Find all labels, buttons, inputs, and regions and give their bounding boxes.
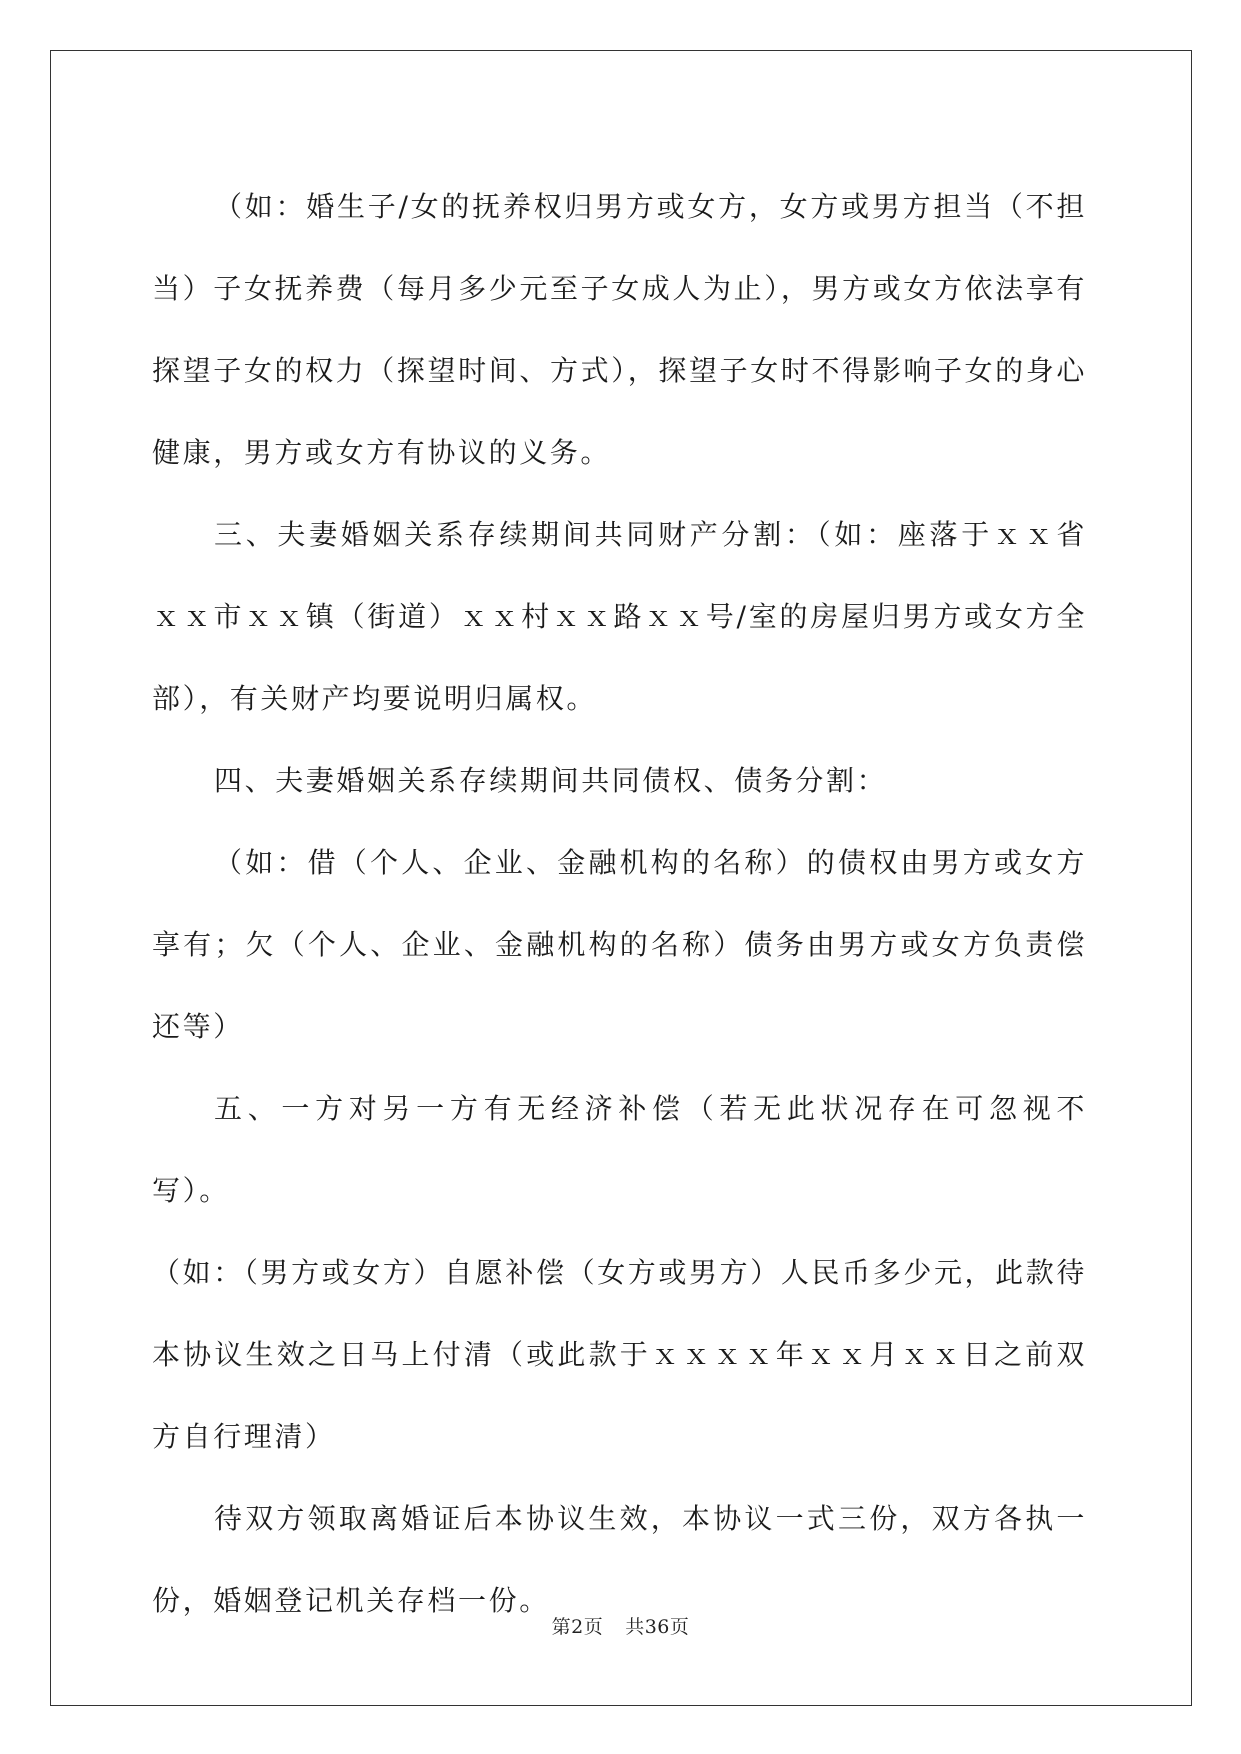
paragraph-compensation-example: （如：（男方或女方）自愿补偿（女方或男方）人民币多少元，此款待本协议生效之日马上付清（或此款于ｘｘｘｘ年ｘｘ月ｘｘ日之前双方自行理清） bbox=[152, 1256, 1087, 1453]
page-footer bbox=[0, 1612, 1241, 1639]
page-total: 共36页 bbox=[625, 1616, 690, 1638]
paragraph-custody: （如：婚生子/女的抚养权归男方或女方，女方或男方担当（不担当）子女抚养费（每月多少元至子女成人为止），男方或女方依法享有探望子女的权力（探望时间、方式），探望子女时不得影响子女的身心健康，男方或女方有协议的义务。 bbox=[152, 190, 1087, 469]
paragraph-compensation: 五、一方对另一方有无经济补偿（若无此状况存在可忽视不写）。 bbox=[152, 1092, 1087, 1207]
paragraph-debt-heading: 四、夫妻婚姻关系存续期间共同债权、债务分割： bbox=[214, 764, 888, 797]
document-body bbox=[152, 166, 1087, 1642]
paragraph-effective-clause: 待双方领取离婚证后本协议生效，本协议一式三份，双方各执一份，婚姻登记机关存档一份。 bbox=[152, 1502, 1087, 1617]
paragraph-debt-example: （如：借（个人、企业、金融机构的名称）的债权由男方或女方享有；欠（个人、企业、金融机构的名称）债务由男方或女方负责偿还等） bbox=[152, 846, 1087, 1043]
page-number: 第2页 bbox=[551, 1616, 604, 1638]
paragraph-property-division: 三、夫妻婚姻关系存续期间共同财产分割：（如：座落于ｘｘ省ｘｘ市ｘｘ镇（街道）ｘｘ村ｘｘ路ｘｘ号/室的房屋归男方或女方全部），有关财产均要说明归属权。 bbox=[152, 518, 1087, 715]
